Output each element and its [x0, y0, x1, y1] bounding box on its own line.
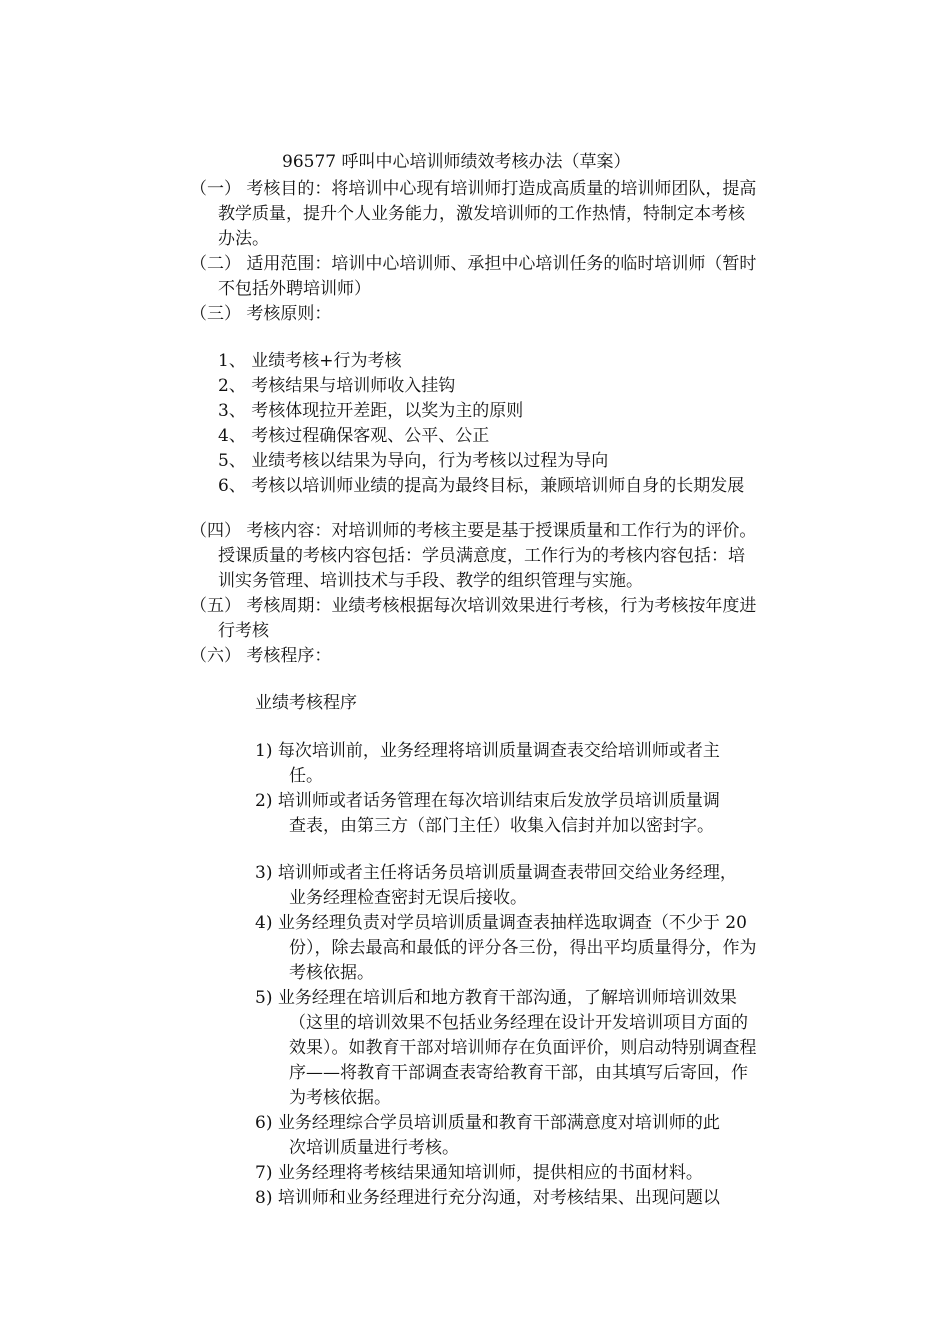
text-line: 1) 每次培训前，业务经理将培训质量调查表交给培训师或者主 [255, 741, 720, 761]
text-line: 3、 考核体现拉开差距，以奖为主的原则 [218, 401, 524, 421]
text-line: 为考核依据。 [289, 1088, 391, 1108]
text-line: 份），除去最高和最低的评分各三份，得出平均质量得分，作为 [289, 938, 757, 958]
text-line: 6、 考核以培训师业绩的提高为最终目标，兼顾培训师自身的长期发展 [218, 476, 745, 496]
text-line: 8) 培训师和业务经理进行充分沟通，对考核结果、出现问题以 [255, 1188, 720, 1208]
document-title: 96577 呼叫中心培训师绩效考核办法（草案） [282, 152, 631, 172]
text-line: 3) 培训师或者主任将话务员培训质量调查表带回交给业务经理， [255, 863, 737, 883]
text-line: 教学质量，提升个人业务能力，激发培训师的工作热情，特制定本考核 [218, 204, 745, 224]
text-line: 办法。 [218, 229, 269, 249]
text-line: 考核依据。 [289, 963, 374, 983]
text-line: （二） 适用范围：培训中心培训师、承担中心培训任务的临时培训师（暂时 [190, 254, 757, 274]
text-line: 任。 [289, 766, 323, 786]
text-line: 6) 业务经理综合学员培训质量和教育干部满意度对培训师的此 [255, 1113, 720, 1133]
text-line: 序——将教育干部调查表寄给教育干部，由其填写后寄回，作 [289, 1063, 748, 1083]
text-line: （这里的培训效果不包括业务经理在设计开发培训项目方面的 [289, 1013, 748, 1033]
text-line: 2) 培训师或者话务管理在每次培训结束后发放学员培训质量调 [255, 791, 720, 811]
text-line: （五） 考核周期：业绩考核根据每次培训效果进行考核，行为考核按年度进 [190, 596, 757, 616]
text-line: 次培训质量进行考核。 [289, 1138, 459, 1158]
text-line: （一） 考核目的：将培训中心现有培训师打造成高质量的培训师团队，提高 [190, 179, 757, 199]
text-line: 效果）。如教育干部对培训师存在负面评价，则启动特别调查程 [289, 1038, 757, 1058]
text-line: 查表，由第三方（部门主任）收集入信封并加以密封字。 [289, 816, 714, 836]
text-line: （三） 考核原则： [190, 304, 332, 324]
text-line: 业务经理检查密封无误后接收。 [289, 888, 527, 908]
text-line: 行考核 [218, 621, 269, 641]
text-line: （六） 考核程序： [190, 646, 332, 666]
text-line: 授课质量的考核内容包括：学员满意度，工作行为的考核内容包括：培 [218, 546, 745, 566]
text-line: 4、 考核过程确保客观、公平、公正 [218, 426, 490, 446]
text-line: 不包括外聘培训师） [218, 279, 371, 299]
text-line: 2、 考核结果与培训师收入挂钩 [218, 376, 456, 396]
text-line: 4) 业务经理负责对学员培训质量调查表抽样选取调查（不少于 20 [255, 913, 747, 933]
text-line: （四） 考核内容：对培训师的考核主要是基于授课质量和工作行为的评价。 [190, 521, 757, 541]
text-line: 7) 业务经理将考核结果通知培训师，提供相应的书面材料。 [255, 1163, 703, 1183]
text-line: 5、 业绩考核以结果为导向，行为考核以过程为导向 [218, 451, 609, 471]
text-line: 1、 业绩考核+行为考核 [218, 351, 402, 371]
text-line: 业绩考核程序 [255, 693, 357, 713]
text-line: 训实务管理、培训技术与手段、教学的组织管理与实施。 [218, 571, 643, 591]
text-line: 5) 业务经理在培训后和地方教育干部沟通，了解培训师培训效果 [255, 988, 737, 1008]
